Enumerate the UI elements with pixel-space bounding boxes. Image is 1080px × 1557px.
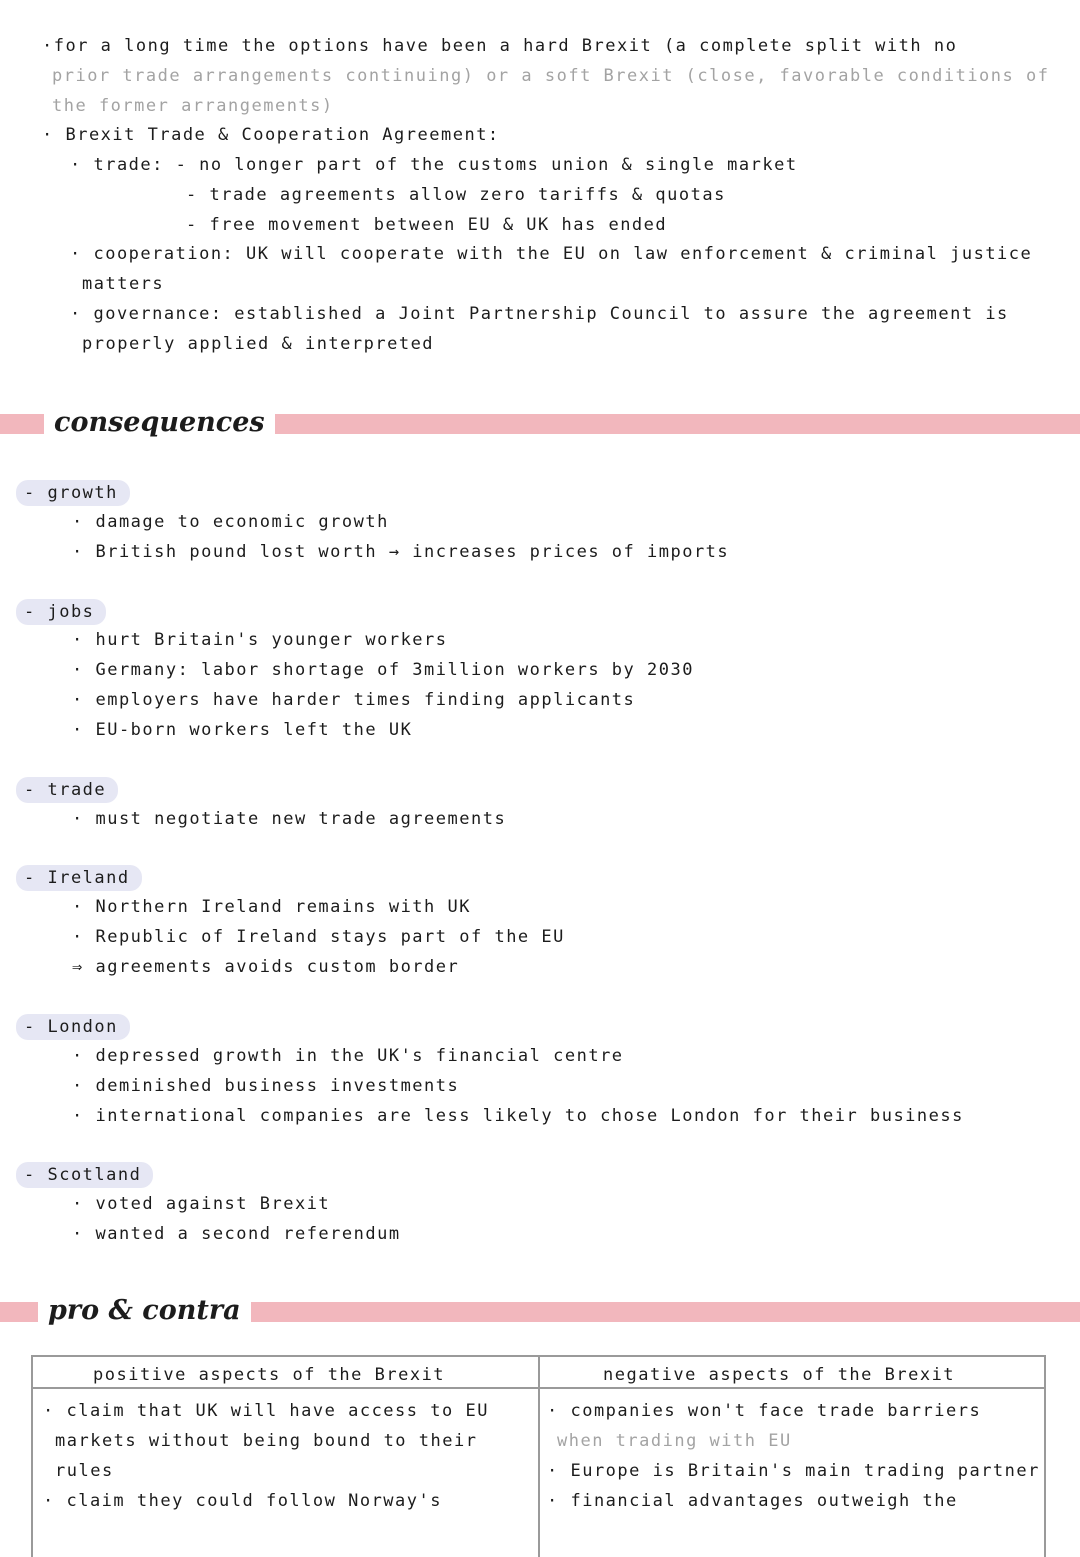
intro-line: · trade: - no longer part of the customs union & single market [70,155,798,175]
intro-line: matters [82,274,165,294]
positive-line: markets without being bound to their [55,1431,478,1451]
list-item: · Northern Ireland remains with UK [72,897,471,917]
intro-line: ·for a long time the options have been a hard Brexit (a complete split with no [42,36,958,56]
list-item: · EU-born workers left the UK [72,720,413,740]
list-item: · Republic of Ireland stays part of the EU [72,927,565,947]
negative-header: negative aspects of the Brexit [603,1365,956,1385]
intro-line: - trade agreements allow zero tariffs & quotas [186,185,726,205]
negative-line: · companies won't face trade barriers [547,1401,982,1421]
list-item: · damage to economic growth [72,512,389,532]
section-heading: - trade [16,777,118,803]
list-item: · hurt Britain's younger workers [72,630,448,650]
positive-line: · claim that UK will have access to EU [43,1401,489,1421]
list-item: · Germany: labor shortage of 3million workers by 2030 [72,660,694,680]
list-item: · British pound lost worth → increases prices of imports [72,542,730,562]
intro-line: properly applied & interpreted [82,334,435,354]
section-heading: - London [16,1014,130,1040]
header-divider [33,1387,1044,1389]
positive-header: positive aspects of the Brexit [93,1365,446,1385]
section-title: consequences [44,406,275,440]
negative-line: · financial advantages outweigh the [547,1491,958,1511]
negative-line: · Europe is Britain's main trading partner [547,1461,1040,1481]
list-item: ⇒ agreements avoids custom border [72,957,460,977]
section-heading: - Ireland [16,865,142,891]
list-item: · depressed growth in the UK's financial centre [72,1046,624,1066]
intro-line: · cooperation: UK will cooperate with the EU on law enforcement & criminal justice [70,244,1033,264]
section-title: pro & contra [38,1294,251,1328]
list-item: · international companies are less likely to chose London for their business [72,1106,964,1126]
section-heading: - jobs [16,599,106,625]
positive-line: · claim they could follow Norway's [43,1491,442,1511]
list-item: · voted against Brexit [72,1194,331,1214]
list-item: · wanted a second referendum [72,1224,401,1244]
list-item: · must negotiate new trade agreements [72,809,507,829]
intro-line: · Brexit Trade & Cooperation Agreement: [42,125,500,145]
intro-line: - free movement between EU & UK has ended [186,215,668,235]
intro-line: the former arrangements) [52,96,334,116]
intro-line: · governance: established a Joint Partnership Council to assure the agreement is [70,304,1009,324]
list-item: · deminished business investments [72,1076,460,1096]
negative-line: when trading with EU [557,1431,792,1451]
section-heading: - Scotland [16,1162,153,1188]
list-item: · employers have harder times finding applicants [72,690,636,710]
section-heading: - growth [16,480,130,506]
intro-line: prior trade arrangements continuing) or a soft Brexit (close, favorable conditions of [52,66,1050,86]
positive-line: rules [55,1461,114,1481]
